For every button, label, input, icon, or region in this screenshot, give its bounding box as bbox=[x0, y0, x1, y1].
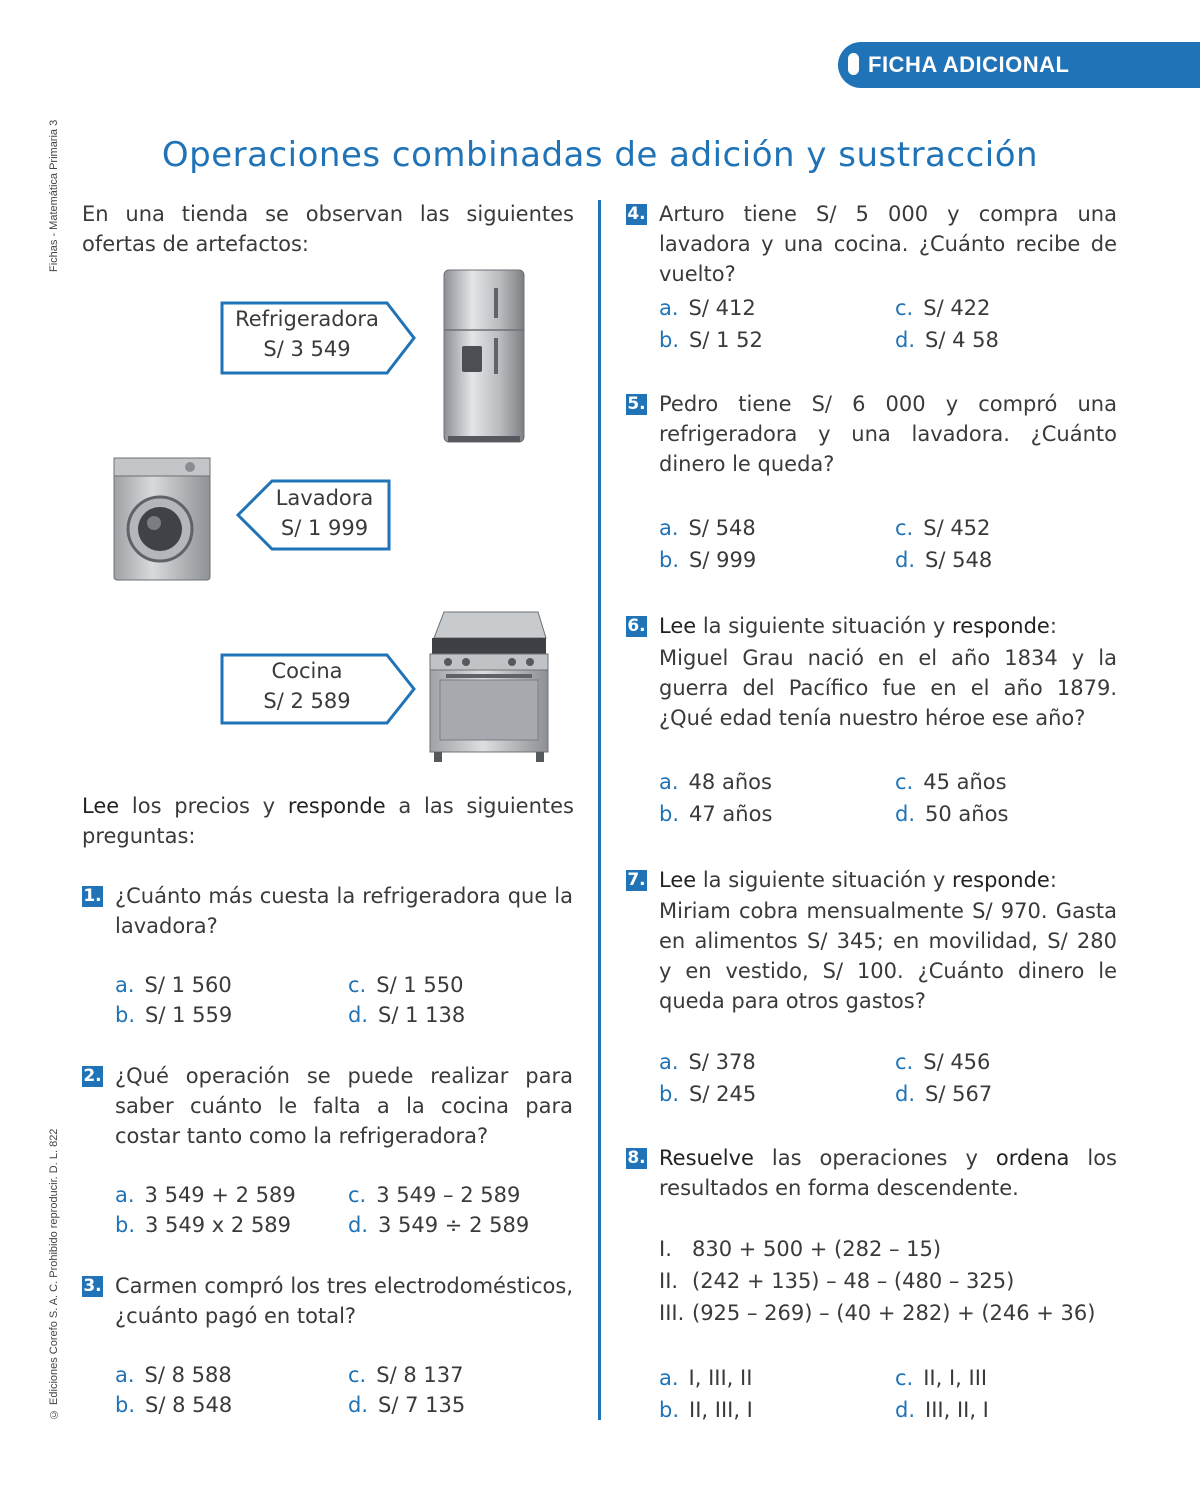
product-price-cocina: S/ 2 589 bbox=[263, 689, 351, 713]
q3-option-d[interactable] bbox=[348, 1390, 465, 1420]
option-value: S/ 378 bbox=[688, 1050, 756, 1074]
question-8-number bbox=[626, 1143, 653, 1173]
q7-option-c[interactable] bbox=[895, 1047, 990, 1077]
option-letter: a. bbox=[659, 296, 679, 320]
lead-part: : bbox=[1049, 868, 1057, 892]
question-number-badge: 6. bbox=[627, 616, 646, 636]
option-value: S/ 1 52 bbox=[689, 328, 763, 352]
banner-title: FICHA ADICIONAL bbox=[868, 52, 1070, 77]
q1-option-b[interactable] bbox=[115, 1000, 232, 1030]
product-name-refrigeradora: Refrigeradora bbox=[235, 307, 379, 331]
option-value: 48 años bbox=[688, 770, 772, 794]
q6-option-d[interactable] bbox=[895, 799, 1008, 829]
option-value: S/ 422 bbox=[923, 296, 991, 320]
option-value: 3 549 + 2 589 bbox=[144, 1183, 296, 1207]
option-value: S/ 1 559 bbox=[145, 1003, 233, 1027]
option-letter: d. bbox=[895, 1398, 916, 1422]
q1-option-c[interactable] bbox=[348, 970, 463, 1000]
option-value: S/ 8 137 bbox=[376, 1363, 464, 1387]
refrigerator-image bbox=[440, 268, 528, 446]
q6-option-c[interactable] bbox=[895, 767, 1007, 797]
option-value: I, III, II bbox=[688, 1366, 753, 1390]
option-letter: a. bbox=[115, 1183, 135, 1207]
option-letter: c. bbox=[348, 1363, 367, 1387]
item-label: II. bbox=[659, 1269, 679, 1293]
lead-part: los resultados en forma descendente. bbox=[659, 1146, 1117, 1200]
option-letter: b. bbox=[659, 802, 680, 826]
question-3-number bbox=[82, 1271, 109, 1301]
option-letter: d. bbox=[895, 1082, 916, 1106]
column-divider bbox=[598, 200, 601, 1420]
q5-option-a[interactable] bbox=[659, 513, 756, 543]
question-1-number bbox=[82, 881, 109, 911]
option-value: S/ 567 bbox=[925, 1082, 993, 1106]
item-label: I. bbox=[659, 1237, 672, 1261]
instruction-part: los precios y bbox=[119, 794, 288, 818]
option-value: 3 549 – 2 589 bbox=[376, 1183, 521, 1207]
q1-option-a[interactable] bbox=[115, 970, 232, 1000]
option-value: S/ 1 550 bbox=[376, 973, 464, 997]
banner-bullet-icon bbox=[848, 53, 859, 75]
option-letter: a. bbox=[659, 1050, 679, 1074]
product-price-lavadora: S/ 1 999 bbox=[280, 516, 369, 540]
product-name-cocina: Cocina bbox=[271, 659, 343, 683]
q8-item-1 bbox=[659, 1234, 941, 1264]
question-number-badge: 2. bbox=[83, 1066, 102, 1086]
keyword-lee: Lee bbox=[659, 614, 697, 638]
question-2-text: ¿Qué operación se puede realizar para saber cuánto le falta a la cocina para costar tanto como la refrigeradora? bbox=[115, 1064, 573, 1148]
option-letter: c. bbox=[895, 516, 914, 540]
intro-text: En una tienda se observan las siguientes ofertas de artefactos: bbox=[82, 202, 574, 256]
question-number-badge: 4. bbox=[627, 204, 646, 224]
option-value: S/ 8 588 bbox=[144, 1363, 232, 1387]
item-expression: (925 – 269) – (40 + 282) + (246 + 36) bbox=[692, 1301, 1096, 1325]
question-1-text: ¿Cuánto más cuesta la refrigeradora que la lavadora? bbox=[115, 884, 573, 938]
question-2-number bbox=[82, 1061, 109, 1091]
option-letter: d. bbox=[348, 1003, 369, 1027]
lead-part: : bbox=[1049, 614, 1057, 638]
option-letter: b. bbox=[115, 1003, 136, 1027]
q6-option-b[interactable] bbox=[659, 799, 772, 829]
q3-option-c[interactable] bbox=[348, 1360, 463, 1390]
option-value: S/ 548 bbox=[925, 548, 993, 572]
q4-option-c[interactable] bbox=[895, 293, 990, 323]
option-value: II, I, III bbox=[923, 1366, 988, 1390]
page-title: Operaciones combinadas de adición y sustracción bbox=[161, 135, 1039, 175]
option-letter: d. bbox=[895, 548, 916, 572]
option-letter: b. bbox=[115, 1393, 136, 1417]
item-label: III. bbox=[659, 1301, 685, 1325]
option-value: S/ 452 bbox=[923, 516, 991, 540]
option-letter: d. bbox=[895, 802, 916, 826]
question-number-badge: 1. bbox=[83, 886, 102, 906]
option-letter: b. bbox=[659, 328, 680, 352]
keyword-responde: responde bbox=[952, 868, 1050, 892]
option-value: S/ 7 135 bbox=[378, 1393, 466, 1417]
question-7-lead bbox=[659, 865, 1117, 895]
option-letter: a. bbox=[115, 973, 135, 997]
question-number-badge: 5. bbox=[627, 394, 646, 414]
option-letter: b. bbox=[115, 1213, 136, 1237]
question-4-text: Arturo tiene S/ 5 000 y compra una lavadora y una cocina. ¿Cuánto recibe de vuelto? bbox=[659, 202, 1117, 286]
option-value: 3 549 ÷ 2 589 bbox=[378, 1213, 530, 1237]
product-price-refrigeradora: S/ 3 549 bbox=[263, 337, 351, 361]
option-value: II, III, I bbox=[689, 1398, 753, 1422]
option-letter: c. bbox=[895, 1050, 914, 1074]
keyword-lee: Lee bbox=[82, 794, 120, 818]
q4-option-d[interactable] bbox=[895, 325, 999, 355]
option-letter: a. bbox=[659, 770, 679, 794]
question-8-lead bbox=[659, 1143, 1117, 1203]
question-3-text: Carmen compró los tres electrodomésticos, ¿cuánto pagó en total? bbox=[115, 1274, 573, 1328]
q5-option-b[interactable] bbox=[659, 545, 756, 575]
q7-option-b[interactable] bbox=[659, 1079, 756, 1109]
side-text-top: Fichas - Matemática Primaria 3 bbox=[48, 119, 60, 272]
option-value: 47 años bbox=[689, 802, 773, 826]
keyword-responde: responde bbox=[952, 614, 1050, 638]
q5-option-d[interactable] bbox=[895, 545, 992, 575]
lead-part: la siguiente situación y bbox=[696, 614, 953, 638]
q4-option-b[interactable] bbox=[659, 325, 763, 355]
q8-option-d[interactable] bbox=[895, 1395, 989, 1425]
option-letter: a. bbox=[115, 1363, 135, 1387]
instruction-part: a las siguientes preguntas: bbox=[82, 794, 574, 848]
option-value: S/ 1 560 bbox=[144, 973, 232, 997]
option-value: S/ 1 138 bbox=[378, 1003, 466, 1027]
option-letter: b. bbox=[659, 1398, 680, 1422]
q5-option-c[interactable] bbox=[895, 513, 990, 543]
lead-part: las operaciones y bbox=[753, 1146, 996, 1170]
question-number-badge: 7. bbox=[627, 870, 646, 890]
question-7-text: Miriam cobra mensualmente S/ 970. Gasta en alimentos S/ 345; en movilidad, S/ 280 y en vestido, S/ 100. ¿Cuánto dinero le queda para otros gastos? bbox=[659, 899, 1117, 1013]
keyword-resuelve: Resuelve bbox=[659, 1146, 754, 1170]
q8-item-2 bbox=[659, 1266, 1014, 1296]
q4-option-a[interactable] bbox=[659, 293, 756, 323]
q3-option-b[interactable] bbox=[115, 1390, 232, 1420]
question-number-badge: 3. bbox=[83, 1276, 102, 1296]
option-letter: c. bbox=[895, 296, 914, 320]
product-name-lavadora: Lavadora bbox=[275, 486, 374, 510]
option-letter: c. bbox=[895, 1366, 914, 1390]
q8-option-b[interactable] bbox=[659, 1395, 753, 1425]
option-letter: d. bbox=[348, 1213, 369, 1237]
lead-part: la siguiente situación y bbox=[696, 868, 953, 892]
keyword-lee: Lee bbox=[659, 868, 697, 892]
option-value: S/ 412 bbox=[688, 296, 756, 320]
q8-item-3 bbox=[659, 1298, 1095, 1328]
option-value: S/ 4 58 bbox=[925, 328, 999, 352]
q2-option-d[interactable] bbox=[348, 1210, 529, 1240]
option-value: III, II, I bbox=[925, 1398, 989, 1422]
question-number-badge: 8. bbox=[627, 1148, 646, 1168]
option-letter: c. bbox=[348, 1183, 367, 1207]
option-letter: c. bbox=[348, 973, 367, 997]
q2-option-c[interactable] bbox=[348, 1180, 520, 1210]
q2-option-a[interactable] bbox=[115, 1180, 296, 1210]
option-letter: d. bbox=[895, 328, 916, 352]
q3-option-a[interactable] bbox=[115, 1360, 232, 1390]
side-text-bottom: © Ediciones Corefo S. A. C. Prohibido reproducir. D. L. 822 bbox=[48, 1128, 60, 1420]
keyword-responde: responde bbox=[287, 794, 386, 818]
stove-image bbox=[426, 608, 550, 764]
q8-option-a[interactable] bbox=[659, 1363, 752, 1393]
q6-option-a[interactable] bbox=[659, 767, 772, 797]
option-letter: a. bbox=[659, 516, 679, 540]
option-value: 45 años bbox=[923, 770, 1007, 794]
question-7-number bbox=[626, 865, 653, 895]
question-5-number bbox=[626, 389, 653, 419]
option-letter: c. bbox=[895, 770, 914, 794]
option-value: 3 549 x 2 589 bbox=[145, 1213, 292, 1237]
q2-option-b[interactable] bbox=[115, 1210, 291, 1240]
q7-option-d[interactable] bbox=[895, 1079, 992, 1109]
option-letter: d. bbox=[348, 1393, 369, 1417]
question-4-number bbox=[626, 199, 653, 229]
option-value: S/ 999 bbox=[689, 548, 757, 572]
option-value: S/ 8 548 bbox=[145, 1393, 233, 1417]
instruction-text bbox=[82, 791, 574, 851]
q1-option-d[interactable] bbox=[348, 1000, 465, 1030]
option-value: S/ 245 bbox=[689, 1082, 757, 1106]
question-6-number bbox=[626, 611, 653, 641]
washing-machine-image bbox=[110, 455, 214, 583]
question-6-text: Miguel Grau nació en el año 1834 y la guerra del Pacífico fue en el año 1879. ¿Qué edad tenía nuestro héroe ese año? bbox=[659, 646, 1117, 730]
item-expression: 830 + 500 + (282 – 15) bbox=[692, 1237, 942, 1261]
keyword-ordena: ordena bbox=[995, 1146, 1070, 1170]
option-letter: a. bbox=[659, 1366, 679, 1390]
option-value: S/ 456 bbox=[923, 1050, 991, 1074]
question-6-lead bbox=[659, 611, 1117, 641]
option-value: 50 años bbox=[925, 802, 1009, 826]
q8-option-c[interactable] bbox=[895, 1363, 987, 1393]
q7-option-a[interactable] bbox=[659, 1047, 756, 1077]
option-letter: b. bbox=[659, 548, 680, 572]
item-expression: (242 + 135) – 48 – (480 – 325) bbox=[692, 1269, 1015, 1293]
option-value: S/ 548 bbox=[688, 516, 756, 540]
question-5-text: Pedro tiene S/ 6 000 y compró una refrigeradora y una lavadora. ¿Cuánto dinero le queda? bbox=[659, 392, 1117, 476]
option-letter: b. bbox=[659, 1082, 680, 1106]
